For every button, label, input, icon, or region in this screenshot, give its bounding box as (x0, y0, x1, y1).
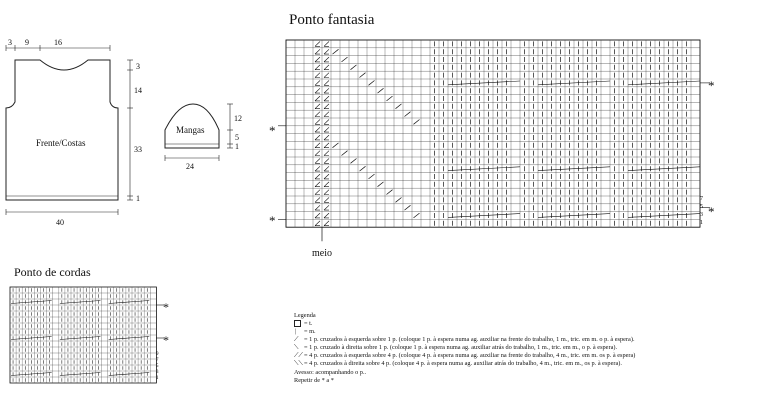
meio-label: meio (312, 248, 332, 259)
top-width-9: 9 (25, 38, 29, 47)
cords-row-3: 3 (156, 370, 159, 375)
chart-star-right-bottom: * (708, 204, 715, 219)
legend-reverse-note: Avesso: acompanhando o p.. (294, 369, 367, 376)
chart-row-7: 7 (700, 196, 703, 202)
sleeve-height-1: 1 (235, 142, 239, 151)
chart-star-left-bottom: * (269, 213, 276, 228)
bottom-width-40: 40 (56, 218, 64, 227)
cords-row-1: 1 (156, 376, 159, 381)
front-back-label: Frente/Costas (36, 138, 86, 148)
title-ponto-fantasia: Ponto fantasia (289, 12, 375, 28)
sleeve-height-5: 5 (235, 133, 239, 142)
legend-cross-right-1-icon: ⟍ (294, 344, 299, 351)
sleeve-height-12: 12 (234, 114, 242, 123)
height-1: 1 (136, 194, 140, 203)
sleeve-width-24: 24 (186, 162, 194, 171)
legend-cross-right-4: = 4 p. cruzados à direita sobre 4 p. (coloque 4 p. à espera numa ag. auxiliar atrás do trabalho, 4 m., tric. em m., os p. à espera). (304, 360, 622, 367)
legend-cross-left-4-icon: ⟋⟋ (294, 352, 303, 359)
legend-cross-left-4: = 4 p. cruzados à esquerda sobre 4 p. (coloque 4 p. à espera numa ag. auxiliar na frente do trabalho, 4 m., tric. em m. os p. à espera) (304, 352, 636, 359)
legend-cross-left-1-icon: ⟋ (294, 336, 299, 343)
chart-star-left-top: * (269, 123, 276, 138)
chart-row-1: 1 (700, 220, 703, 226)
legend-purl: = t. (304, 320, 313, 327)
cords-star-top: * (163, 300, 169, 314)
cords-row-5: 5 (156, 364, 159, 369)
cords-row-9: 9 (156, 352, 159, 357)
height-14: 14 (134, 86, 142, 95)
legend-knit-symbol-icon: | (295, 328, 297, 335)
chart-row-5: 5 (700, 204, 703, 210)
title-ponto-de-cordas: Ponto de cordas (14, 265, 91, 279)
top-width-16: 16 (54, 38, 62, 47)
chart-star-right-top: * (708, 78, 715, 93)
legend-cross-right-4-icon: ⟍⟍ (294, 360, 303, 367)
legend-knit: = m. (304, 328, 316, 335)
cords-star-bottom: * (163, 333, 169, 347)
top-width-3: 3 (8, 38, 12, 47)
height-33: 33 (134, 145, 142, 154)
sleeve-label: Mangas (176, 125, 205, 135)
cords-row-7: 7 (156, 358, 159, 363)
legend (294, 312, 764, 400)
legend-repeat-note: Repetir de * a * (294, 377, 334, 384)
legend-cross-left-1: = 1 p. cruzados à esquerda sobre 1 p. (coloque 1 p. à espera numa ag. auxiliar na frente do trabalho, 1 m., tric. em m. o p. à espera). (304, 336, 635, 343)
legend-cross-right-1: = 1 p. cruzado à direita sobre 1 p. (coloque 1 p. à espera numa ag. auxiliar atrás do trabalho, 1 m., tric. em m., o p. à espera). (304, 344, 618, 351)
chart-row-3: 3 (700, 212, 703, 218)
legend-title: Legenda (294, 312, 316, 319)
height-3: 3 (136, 62, 140, 71)
